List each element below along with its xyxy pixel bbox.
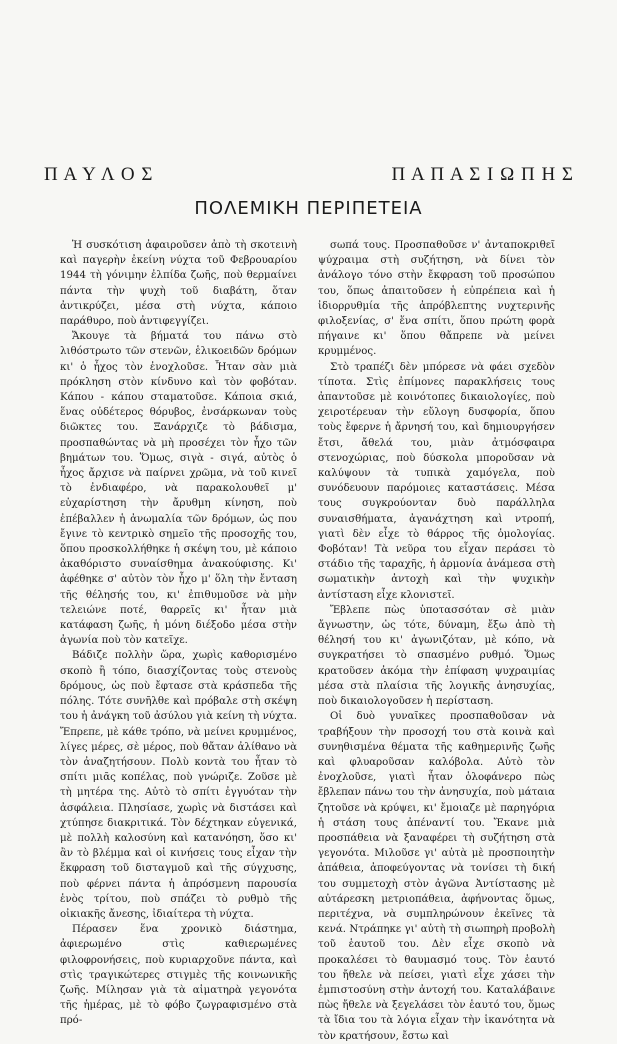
paragraph: σωπά τους. Προσπαθοῦσε ν' ἀνταποκριθεῖ ψύχραιμα στὴ συζήτηση, νὰ δίνει τὸν ἀνάλογο τόνο στὴν ἔκφραση τοῦ προσώπου του, ὅπως ἀπαιτοῦσεν ἡ εὐπρέπεια καὶ ἡ ἰδιορρυθμία τῆς ἀπρόβλεπτης νυχτερινῆς φιλοξενίας, σ' ἕνα σπίτι, ὅπου πρώτη φορὰ πήγαινε κι' ὅπου θἄπρεπε νὰ μείνει κρυμμένος.: [318, 240, 555, 358]
author-first-name: Π Α Υ Λ Ο Σ: [44, 164, 154, 185]
paragraph: Οἱ δυὸ γυναῖκες προσπαθοῦσαν νὰ τραβήξουν τὴν προσοχή του στὰ κοινὰ καὶ συνηθισμένα θέματα τῆς καθημερινῆς ζωῆς καὶ φλυαροῦσαν καλόβολα. Αὐτὸ τὸν ἐνοχλοῦσε, γιατὶ ἦταν ὁλοφάνερο πὼς ἔβλεπαν πάνω του τὴν ἀνησυχία, ποὺ μάταια ζητοῦσε νὰ κρύψει, κι' ἔμοιαζε μὲ παρηγόρια ἡ στάση τους ἀπέναντί του. Ἔκανε μιὰ προσπάθεια νὰ ξαναφέρει τὴ συζήτηση στὰ γεγονότα. Μιλοῦσε γι' αὐτὰ μὲ προσποιητὴν ἀπάθεια, ἀποφεύγοντας νὰ τονίσει τὴ δική του συμμετοχὴ στὸν ἀγῶνα Ἀντίστασης μὲ αὐτάρεσκη μετριοπάθεια, ἀφήνοντας ὅμως, περιτέχνα, νὰ συμπληρώνουν ἐκεῖνες τὰ κενά. Ντράπηκε γι' αὐτὴ τὴ σιωπηρὴ προβολὴ τοῦ ἑαυτοῦ του. Δὲν εἶχε σκοπὸ νὰ προκαλέσει τὸ θαυμασμό τους. Τὸν ἑαυτό του ἤθελε νὰ πείσει, γιατὶ εἶχε χάσει τὴν ἐμπιστοσύνη στὴν ἀντοχή του. Καταλάβαινε πὼς ἤθελε νὰ ξεγελάσει τὸν ἑαυτό του, ὅμως τὰ ἴδια του τὰ λόγια εἶχαν τὴν ἱκανότητα νὰ τὸν κρατήσουν, ἔστω καὶ: [318, 711, 555, 1042]
paragraph: Στὸ τραπέζι δὲν μπόρεσε νὰ φάει σχεδὸν τίποτα. Στὶς ἐπίμονες παρακλήσεις τους ἀπαντοῦσε μὲ κοινότοπες δικαιολογίες, ποὺ χειροτέρευαν τὴν εὔλογη δυσφορία, ὅπου τοὺς ἔφερνε ἡ ἄρνησή του, καὶ δημιουργήσεν ἔτσι, ἄθελά του, μιὰν ἀτμόσφαιρα στενοχώριας, ποὺ δύσκολα μποροῦσαν νὰ καλύψουν τὰ τυπικὰ χαμόγελα, ποὺ συνόδευουν παρόμοιες καταστάσεις. Μέσα τους συγκρούονταν δυὸ παράλληλα συναισθήματα, ἀγανάχτηση καὶ ντροπή, γιατὶ δὲν εἶχε τὸ θάρρος τῆς ὁμολογίας. Φοβόταν! Τὰ νεῦρα του εἶχαν περάσει τὸ στάδιο τῆς ταραχῆς, ἡ ἁρμονία ἀνάμεσα στὴ σωματικὴν ἀντοχὴ καὶ τὴν ψυχικὴν ἀντίσταση εἶχε κλονιστεῖ.: [318, 361, 555, 601]
paragraph: Πέρασεν ἕνα χρονικὸ διάστημα, ἀφιερωμένο στὶς καθιερωμένες φιλοφρονήσεις, ποὺ κυριαρχοῦνε πάντα, καὶ στὶς τραγικώτερες στιγμὲς τῆς κοινωνικῆς ζωῆς. Μίλησαν γιὰ τὰ αἱματηρὰ γεγονότα τῆς ἡμέρας, μὲ τὸ φόβο ζωγραφισμένο στὰ πρό-: [60, 924, 297, 1027]
left-text-column: [60, 238, 297, 1029]
author-name: [44, 164, 574, 186]
paragraph: Ἔβλεπε πὼς ὑποτασσόταν σὲ μιὰν ἄγνωστην, ὡς τότε, δύναμη, ἔξω ἀπὸ τὴ θέλησή του κι' ἀγωνιζόταν, μὲ κόπο, νὰ συγκρατήσει τὸ σπασμένο ρυθμό. Ὅμως κρατοῦσεν ἀκόμα τὴν ἐπίφαση ψυχραιμίας μέσα στὰ πλαίσια τῆς λογικῆς ἀνησυχίας, ποὺ δικαιολογοῦσεν ἡ περίσταση.: [318, 604, 555, 708]
paragraph: Ἄκουγε τὰ βήματά του πάνω στὸ λιθόστρωτο τῶν στενῶν, ἑλικοειδῶν δρόμων κι' ὁ ἦχος τὸν ἐνοχλοῦσε. Ἦταν σὰν μιὰ πρόκληση στὸν κίνδυνο καὶ τὸν φοβόταν. Κάπου - κάπου σταματοῦσε. Κάποια σκιά, ἕνας οὐδέτερος θόρυβος, ἐνσάρκωναν τοὺς διῶκτες του. Ξανάρχιζε τὸ βάδισμα, προσπαθώντας νὰ μὴ προσέχει τὸν ἦχο τῶν βημάτων του. Ὅμως, σιγὰ - σιγά, αὐτὸς ὁ ἦχος ἄρχισε νὰ παίρνει χρῶμα, νὰ τοῦ κινεῖ τὸ ἐνδιαφέρο, νὰ παρακολουθεῖ μ' εὐχαρίστηση τὴν ἄρυθμη κίνηση, ποὺ ἐπέβαλλεν ἡ ἀνωμαλία τῶν δρόμων, ὡς που ἔγινε τὸ κεντρικὸ σημεῖο τῆς προσοχῆς του, ὅπου προσκολλήθηκε ἡ σκέψη του, μὲ κάποιο ἀκαθόριστο συναίσθημα ἀνακούφισης. Κι' ἀφέθηκε σ' αὐτὸν τὸν ἦχο μ' ὅλη τὴν ἔνταση τῆς θέλησής του, κι' ἐπιθυμοῦσε νὰ μὴν τελειώνε ποτέ, θαρρεῖς κι' ἦταν μιὰ κατάφαση ζωῆς, ἡ μόνη διέξοδο μέσα στὴν ἀγωνία ποὺ τὸν κατεῖχε.: [60, 331, 297, 647]
paragraph: Βάδιζε πολλὴν ὥρα, χωρὶς καθορισμένο σκοπὸ ἢ τόπο, διασχίζοντας τοὺς στενοὺς δρόμους, ὡς ποὺ ἔφτασε στὰ κράσπεδα τῆς πόλης. Τότε συνῆλθε καὶ πρόβαλε στὴ σκέψη του ἡ ἀνάγκη τοῦ ἀσύλου γιὰ κείνη τὴ νύχτα. Ἔπρεπε, μὲ κάθε τρόπο, νὰ μείνει κρυμμένος, λίγες μέρες, σὲ μέρος, ποὺ θἄταν ἀλίθανο νὰ τὸν ἀναζητήσουν. Πολὺ κοντὰ του ἦταν τὸ σπίτι μιᾶς κοπέλας, ποὺ γνώριζε. Ζοῦσε μὲ τὴ μητέρα της. Αὐτὸ τὸ σπίτι ἐγγυόταν τὴν ἀσφάλεια. Πλησίασε, χωρὶς νὰ διστάσει καὶ χτύπησε διακριτικά. Τὸν δέχτηκαν εὐγενικά, μὲ πολλὴ καλοσύνη καὶ κατανόηση, ὅσο κι' ἂν τὸ βλέμμα καὶ οἱ κινήσεις τους εἶχαν τὴν ἔκφραση τοῦ δισταγμοῦ καὶ τῆς σύγχυσης, ποὺ φέρνει πάντα ἡ ἀπρόσμενη παρουσία ἑνὸς τρίτου, ποὺ σπάζει τὸ ρυθμὸ τῆς οἰκιακῆς ἄνεσης, ἰδιαίτερα τὴ νύχτα.: [60, 650, 297, 920]
author-last-name: Π Α Π Α Σ Ι Ω Π Η Σ: [391, 164, 574, 185]
paragraph: Ἡ συσκότιση ἀφαιροῦσεν ἀπὸ τὴ σκοτεινὴ καὶ παγερὴν ἐκείνη νύχτα τοῦ Φεβρουαρίου 1944 τὴ γόνιμην ἐλπίδα ζωῆς, ποὺ θερμαίνει πάντα τὴν ψυχὴ τοῦ διαβάτη, ὅταν ἀντικρύζει, μέσα στὴ νύχτα, κάποιο παράθυρο, ποὺ ἀντιφεγγίζει.: [60, 240, 297, 328]
story-title: ΠΟΛΕΜΙΚΗ ΠΕΡΙΠΕΤΕΙΑ: [194, 198, 423, 219]
right-text-column: [318, 238, 555, 1044]
